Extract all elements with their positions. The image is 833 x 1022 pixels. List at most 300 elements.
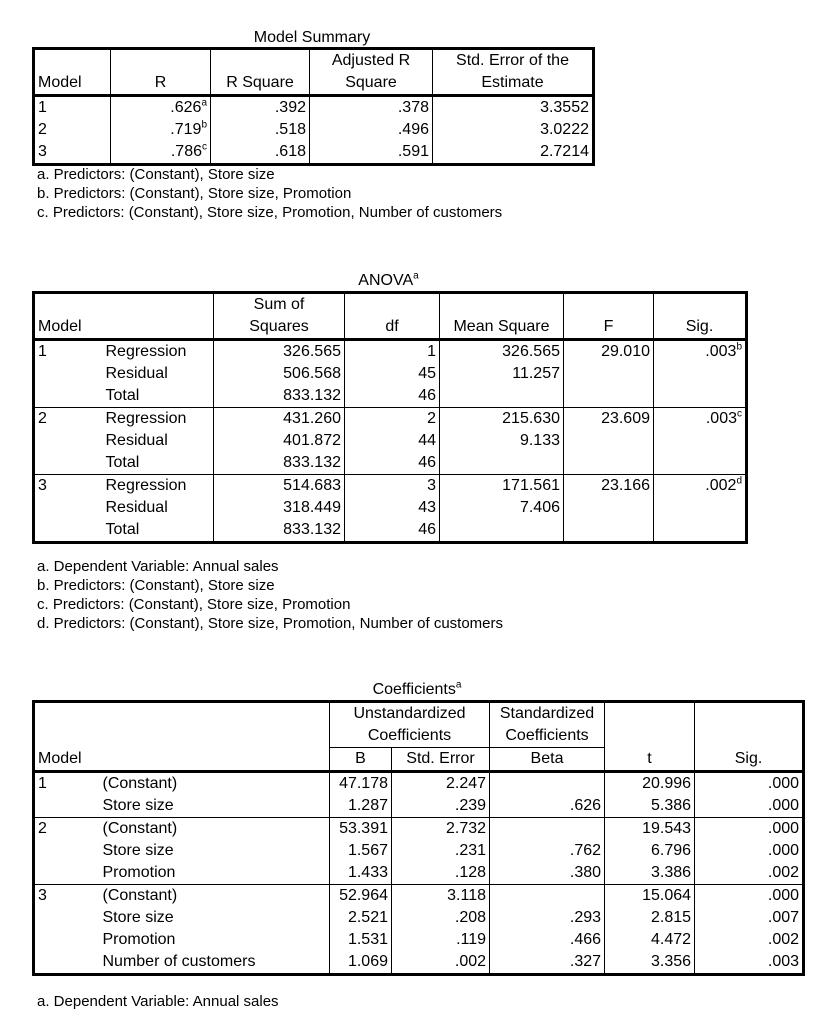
coefficients-footnotes: [37, 992, 279, 1011]
anova-title-text: ANOVA: [358, 272, 414, 289]
coef-sig-value: .000: [767, 820, 800, 837]
footnote: a. Dependent Variable: Annual sales: [37, 558, 279, 575]
coef-sig-value: .000: [767, 797, 800, 814]
anova-df-value: 2: [427, 410, 436, 427]
coef-sig: [695, 929, 804, 951]
ms-hd-blank: [211, 49, 310, 73]
footnote: b. Predictors: (Constant), Store size: [37, 577, 275, 594]
coef-sig: [695, 840, 804, 862]
coef-term: [100, 862, 330, 885]
coef-hd-blank: [100, 702, 330, 726]
coef-term-value: Store size: [102, 797, 174, 814]
coef-hd-blank: [605, 725, 695, 748]
anova-sum-of-squares-value: 431.260: [283, 410, 341, 427]
table-row: [34, 951, 804, 975]
coef-beta: [490, 929, 605, 951]
ms-adj-r-square: [310, 141, 433, 165]
coef-beta-value: .293: [569, 909, 602, 926]
coef-beta-value: .327: [569, 953, 602, 970]
anova-f-value: 23.166: [601, 477, 650, 494]
coef-model: [34, 840, 100, 862]
footnote: b. Predictors: (Constant), Store size, Promotion: [37, 185, 352, 202]
anova-header-ss-2: Squares: [214, 316, 345, 340]
coef-beta: [490, 772, 605, 796]
anova-source-value: Residual: [105, 499, 168, 516]
anova-sig: [654, 363, 747, 385]
anova-mean-square: [440, 385, 564, 408]
anova-header-df: df: [345, 316, 440, 340]
table-row: [34, 907, 804, 929]
anova-mean-square-value: 7.406: [519, 499, 560, 516]
anova-source-value: Total: [105, 387, 140, 404]
table-row: [34, 772, 804, 796]
coef-sig: [695, 885, 804, 908]
coef-beta: [490, 795, 605, 818]
anova-header-ms: Mean Square: [440, 316, 564, 340]
anova-sum-of-squares-value: 833.132: [283, 521, 341, 538]
table-row: [34, 96, 594, 120]
anova-sum-of-squares-value: 401.872: [283, 432, 341, 449]
coef-model: [34, 818, 100, 841]
anova-sig: [654, 430, 747, 452]
anova-sig: [654, 475, 747, 498]
ms-std-error: [433, 141, 594, 165]
coef-std-error-value: .119: [456, 931, 487, 948]
coef-model: [34, 862, 100, 885]
coef-t: [605, 907, 695, 929]
ms-adj-r-square-value: .496: [397, 121, 429, 138]
coef-sig-value: .007: [767, 909, 800, 926]
coef-term: [100, 795, 330, 818]
coef-t: [605, 862, 695, 885]
ms-model: [34, 141, 111, 165]
anova-f: [564, 452, 654, 475]
anova-f: [564, 408, 654, 431]
table-row: [34, 430, 747, 452]
anova-df: [345, 430, 440, 452]
anova-df-value: 45: [418, 365, 436, 382]
coef-b-value: 1.567: [347, 842, 388, 859]
ms-header-model: Model: [38, 74, 82, 91]
anova-sum-of-squares: [214, 430, 345, 452]
anova-f: [564, 340, 654, 364]
anova-sum-of-squares-value: 326.565: [283, 343, 341, 360]
coef-header-std-1: Standardized: [490, 702, 605, 726]
coef-sig-value: .000: [767, 842, 800, 859]
ms-hd-blank: [34, 49, 111, 73]
coef-t-value: 4.472: [650, 931, 692, 948]
table-row: [34, 795, 804, 818]
coef-header-beta: Beta: [490, 748, 605, 772]
footnote: a. Dependent Variable: Annual sales: [37, 993, 279, 1010]
anova-sig-sup: c: [737, 408, 742, 420]
coef-sig-value: .000: [767, 775, 800, 792]
ms-header-adj-r-2: Square: [310, 72, 433, 96]
ms-r: [111, 119, 211, 141]
table-row: [34, 340, 747, 364]
anova-df: [345, 340, 440, 364]
ms-r-square-value: .618: [274, 143, 306, 160]
anova-mean-square: [440, 408, 564, 431]
anova-f-value: 29.010: [601, 343, 650, 360]
anova-df: [345, 385, 440, 408]
ms-hd-blank: [111, 49, 211, 73]
ms-header-se-1: Std. Error of the: [433, 49, 594, 73]
anova-source: [103, 340, 214, 364]
coef-header-model: Model: [38, 749, 82, 767]
footnote: c. Predictors: (Constant), Store size, Promotion: [37, 596, 351, 613]
anova-model-value: 3: [38, 477, 47, 494]
coef-b-value: 1.433: [347, 864, 388, 881]
coef-hd-blank: [695, 702, 804, 726]
coef-term: [100, 951, 330, 975]
table-row: [34, 497, 747, 519]
anova-sig-value: .003: [705, 410, 737, 427]
anova-model: [34, 385, 103, 408]
anova-source-value: Regression: [105, 343, 187, 360]
table-row: [34, 885, 804, 908]
coef-header-unstd-2: Coefficients: [330, 725, 490, 748]
coef-std-error: [392, 885, 490, 908]
coef-t-value: 20.996: [642, 775, 692, 792]
coef-t: [605, 772, 695, 796]
anova-source: [103, 452, 214, 475]
ms-std-error-value: 3.0222: [540, 121, 589, 138]
anova-sig-value: .002: [705, 477, 737, 494]
coef-b: [330, 951, 392, 975]
model-summary-title-text: Model Summary: [253, 29, 371, 46]
ms-adj-r-square-value: .378: [397, 99, 429, 116]
anova-source-value: Residual: [105, 365, 168, 382]
coef-std-error: [392, 840, 490, 862]
anova-sum-of-squares: [214, 519, 345, 543]
anova-source-value: Residual: [105, 432, 168, 449]
coef-std-error: [392, 907, 490, 929]
anova-sum-of-squares: [214, 385, 345, 408]
ms-r: [111, 96, 211, 120]
coef-t-value: 2.815: [650, 909, 692, 926]
ms-r-square: [211, 119, 310, 141]
anova-df: [345, 363, 440, 385]
ms-r-sup: c: [202, 141, 207, 153]
table-row: [34, 363, 747, 385]
anova-mean-square: [440, 363, 564, 385]
anova-source-value: Total: [105, 454, 140, 471]
footnote: d. Predictors: (Constant), Store size, Promotion, Number of customers: [37, 615, 504, 632]
ms-r-square-value: .518: [274, 121, 306, 138]
ms-model-value: 3: [38, 143, 47, 160]
coef-beta-value: .626: [569, 797, 602, 814]
anova-f: [564, 363, 654, 385]
coef-header-se: Std. Error: [392, 748, 490, 772]
coef-beta: [490, 862, 605, 885]
coef-sig: [695, 818, 804, 841]
coef-beta: [490, 885, 605, 908]
coef-sig: [695, 951, 804, 975]
coefficients-table: [32, 700, 805, 976]
anova-sig: [654, 497, 747, 519]
ms-header-r: R: [111, 72, 211, 96]
coef-model: [34, 907, 100, 929]
anova-sum-of-squares-value: 318.449: [283, 499, 341, 516]
coef-term: [100, 929, 330, 951]
anova-mean-square-value: 9.133: [519, 432, 560, 449]
coef-std-error: [392, 795, 490, 818]
table-row: [34, 408, 747, 431]
anova-model-value: 2: [38, 410, 47, 427]
anova-df-value: 46: [418, 454, 436, 471]
anova-source-value: Total: [105, 521, 140, 538]
anova-sum-of-squares-value: 514.683: [283, 477, 341, 494]
ms-adj-r-square: [310, 96, 433, 120]
ms-adj-r-square: [310, 119, 433, 141]
anova-source: [103, 497, 214, 519]
footnote: a. Predictors: (Constant), Store size: [37, 166, 275, 183]
anova-sum-of-squares: [214, 408, 345, 431]
anova-sum-of-squares: [214, 497, 345, 519]
anova-mean-square-value: 326.565: [502, 343, 560, 360]
coef-std-error-value: .208: [454, 909, 487, 926]
coef-b-value: 47.178: [339, 775, 388, 792]
coef-header-sig: Sig.: [695, 748, 804, 772]
anova-header-model: Model: [38, 318, 82, 335]
anova-hd-blank: [103, 293, 214, 317]
coef-sig: [695, 907, 804, 929]
anova-model: [34, 408, 103, 431]
coef-term-value: Number of customers: [102, 953, 256, 970]
anova-mean-square: [440, 497, 564, 519]
anova-source: [103, 475, 214, 498]
coef-b-value: 2.521: [347, 909, 388, 926]
ms-model-value: 1: [38, 99, 47, 116]
coef-t: [605, 951, 695, 975]
anova-mean-square: [440, 475, 564, 498]
coef-t-value: 3.356: [650, 953, 692, 970]
coef-b: [330, 772, 392, 796]
anova-source-value: Regression: [105, 410, 187, 427]
coef-term: [100, 885, 330, 908]
coef-model-value: 3: [38, 887, 47, 904]
anova-df-value: 44: [418, 432, 436, 449]
coef-b-value: 1.531: [347, 931, 388, 948]
anova-header-sig: Sig.: [654, 316, 747, 340]
anova-df-value: 1: [427, 343, 436, 360]
anova-hd-blank: [34, 293, 103, 317]
coef-term: [100, 772, 330, 796]
anova-model: [34, 452, 103, 475]
ms-r-value: .719: [170, 121, 202, 138]
ms-model: [34, 96, 111, 120]
coef-t: [605, 795, 695, 818]
anova-hd-blank: [654, 293, 747, 317]
anova-sig-value: .003: [705, 343, 737, 360]
table-row: [34, 475, 747, 498]
coef-hd-blank: [695, 725, 804, 748]
anova-mean-square: [440, 430, 564, 452]
model-summary-footnotes: [37, 165, 502, 222]
anova-model: [34, 363, 103, 385]
coef-sig-value: .003: [767, 953, 800, 970]
coef-hd-blank: [34, 725, 100, 748]
ms-header-adj-r-1: Adjusted R: [310, 49, 433, 73]
coef-term-value: (Constant): [102, 775, 178, 792]
coef-std-error-value: .128: [454, 864, 487, 881]
anova-sig: [654, 452, 747, 475]
coef-model: [34, 951, 100, 975]
coefficients-title-sup: a: [455, 679, 462, 691]
anova-sig: [654, 340, 747, 364]
anova-sig: [654, 408, 747, 431]
anova-df: [345, 475, 440, 498]
ms-std-error: [433, 119, 594, 141]
coef-hd-blank: [100, 725, 330, 748]
coef-model-value: 1: [38, 775, 47, 792]
anova-source: [103, 430, 214, 452]
ms-std-error-value: 3.3552: [540, 99, 589, 116]
anova-mean-square-value: 11.257: [512, 365, 560, 382]
coef-beta: [490, 951, 605, 975]
coef-t-value: 5.386: [650, 797, 692, 814]
coef-b-value: 53.391: [339, 820, 388, 837]
coef-term: [100, 840, 330, 862]
coef-term: [100, 818, 330, 841]
coef-model: [34, 929, 100, 951]
coef-std-error: [392, 929, 490, 951]
anova-source-value: Regression: [105, 477, 187, 494]
coef-b-value: 1.069: [347, 953, 388, 970]
coef-beta-value: .466: [569, 931, 602, 948]
anova-df-value: 46: [418, 521, 436, 538]
coef-b-value: 52.964: [339, 887, 388, 904]
anova-mean-square: [440, 452, 564, 475]
anova-hd-blank: [564, 293, 654, 317]
anova-sig: [654, 385, 747, 408]
anova-f: [564, 385, 654, 408]
coef-model: [34, 795, 100, 818]
coef-b: [330, 929, 392, 951]
coef-beta: [490, 840, 605, 862]
coef-std-error: [392, 862, 490, 885]
coef-t: [605, 818, 695, 841]
coef-b: [330, 885, 392, 908]
ms-r-square: [211, 141, 310, 165]
anova-mean-square: [440, 519, 564, 543]
anova-sum-of-squares: [214, 340, 345, 364]
coef-std-error-value: 2.247: [445, 775, 487, 792]
ms-r: [111, 141, 211, 165]
coef-b: [330, 840, 392, 862]
ms-r-value: .786: [170, 143, 202, 160]
coefficients-title-text: Coefficients: [372, 681, 456, 698]
coef-term-value: Store size: [102, 909, 174, 926]
table-row: [34, 519, 747, 543]
coef-hd-blank: [605, 702, 695, 726]
ms-r-sup: a: [201, 97, 207, 109]
anova-table: [32, 291, 748, 544]
anova-source: [103, 385, 214, 408]
table-row: [34, 452, 747, 475]
coef-model-value: 2: [38, 820, 47, 837]
coef-model: [34, 772, 100, 796]
table-row: [34, 862, 804, 885]
coef-hd-blank: [34, 702, 100, 726]
coef-b: [330, 795, 392, 818]
coef-t-value: 15.064: [642, 887, 692, 904]
coef-b: [330, 907, 392, 929]
anova-header-f: F: [564, 316, 654, 340]
table-row: [34, 141, 594, 165]
ms-header-r-square: R Square: [211, 72, 310, 96]
anova-sum-of-squares: [214, 363, 345, 385]
ms-adj-r-square-value: .591: [397, 143, 429, 160]
coef-b-value: 1.287: [347, 797, 388, 814]
anova-df: [345, 497, 440, 519]
coef-sig-value: .000: [767, 887, 800, 904]
coef-header-unstd-1: Unstandardized: [330, 702, 490, 726]
anova-model: [34, 519, 103, 543]
anova-source: [103, 363, 214, 385]
coef-sig-value: .002: [767, 864, 800, 881]
anova-hd-blank: [440, 293, 564, 317]
anova-df-value: 46: [418, 387, 436, 404]
ms-model: [34, 119, 111, 141]
coef-t: [605, 840, 695, 862]
anova-model: [34, 340, 103, 364]
anova-f: [564, 519, 654, 543]
ms-header-se-2: Estimate: [433, 72, 594, 96]
anova-model-value: 1: [38, 343, 47, 360]
table-row: [34, 385, 747, 408]
model-summary-table: [32, 47, 595, 166]
coef-std-error: [392, 818, 490, 841]
anova-mean-square-value: 215.630: [502, 410, 560, 427]
anova-model: [34, 430, 103, 452]
anova-title: [32, 272, 745, 290]
coef-std-error-value: 2.732: [445, 820, 487, 837]
anova-model: [34, 475, 103, 498]
table-row: [34, 818, 804, 841]
anova-source: [103, 519, 214, 543]
coef-std-error: [392, 951, 490, 975]
anova-mean-square-value: 171.561: [502, 477, 560, 494]
anova-source: [103, 408, 214, 431]
ms-std-error: [433, 96, 594, 120]
coef-beta-value: .762: [569, 842, 602, 859]
footnote: c. Predictors: (Constant), Store size, Promotion, Number of customers: [37, 204, 503, 221]
coef-t-value: 3.386: [650, 864, 692, 881]
anova-f: [564, 497, 654, 519]
anova-footnotes: [37, 557, 503, 633]
anova-sum-of-squares-value: 833.132: [283, 387, 341, 404]
coef-sig-value: .002: [767, 931, 800, 948]
coef-t-value: 6.796: [650, 842, 692, 859]
coef-header-b: B: [330, 748, 392, 772]
anova-sum-of-squares-value: 833.132: [283, 454, 341, 471]
anova-hd-blank: [103, 316, 214, 340]
anova-f: [564, 430, 654, 452]
anova-sig-sup: d: [736, 475, 742, 487]
coef-b: [330, 862, 392, 885]
anova-title-sup: a: [413, 270, 419, 282]
table-row: [34, 840, 804, 862]
coef-beta: [490, 818, 605, 841]
coef-term-value: Promotion: [102, 864, 176, 881]
anova-df: [345, 452, 440, 475]
anova-df-value: 43: [418, 499, 436, 516]
anova-model: [34, 497, 103, 519]
coefficients-title: [32, 681, 802, 699]
coef-std-error-value: .239: [454, 797, 487, 814]
